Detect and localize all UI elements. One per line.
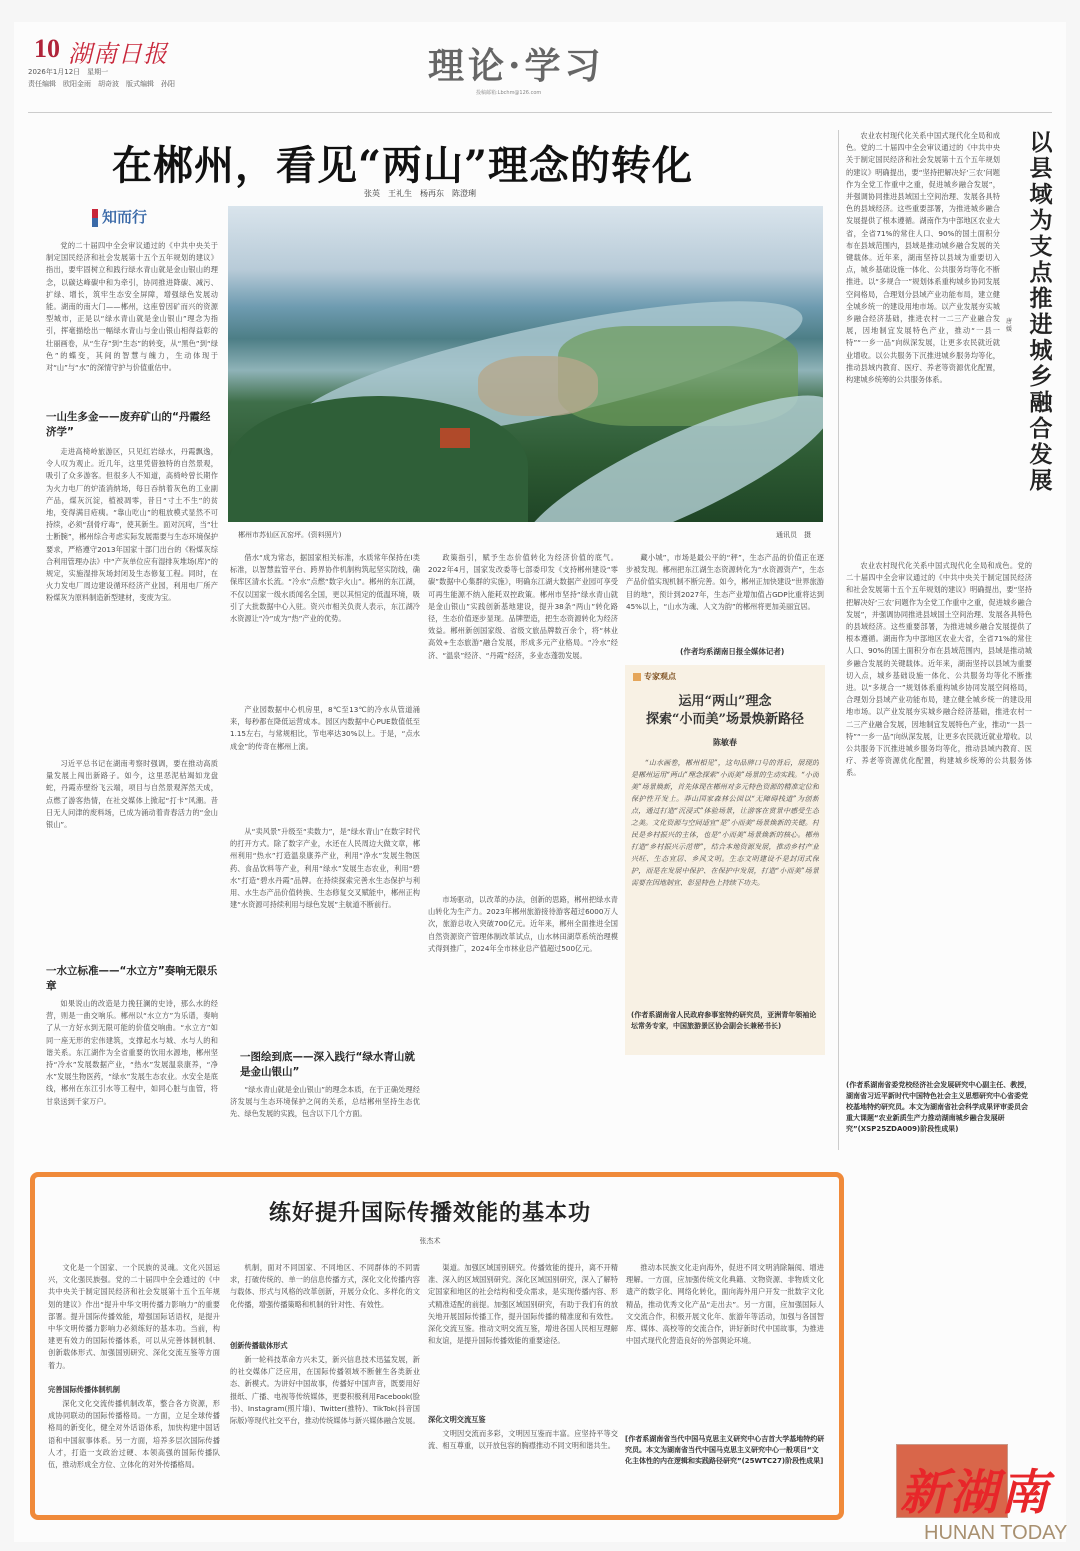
square-icon bbox=[633, 673, 641, 681]
lead-byline: 张英 王礼生 杨再东 陈澄琍 bbox=[364, 189, 476, 198]
lead-col2-low: 从“卖风景”升级至“卖数力”，是“绿水青山”在数字时代的打开方式。除了数字产业，水还在人民周边大做文章，郴州利用“热水”打造温泉康养产业，利用“净水”发展生物医药、食品饮料等产业，利用“绿水”发展生态农业，利用“碧水”打造“碧水丹霞”品牌。在持续探索完善水生态保护与利用、水生态产品价值转换、生态修复交叉赋能中，郴州正构建“水资源可持续利用与绿色发展”主航道不断前行。 bbox=[230, 827, 420, 910]
lead-section-1: 走进高椅岭旅游区，只见红岩绿水，丹霞飘逸，令人叹为观止。近几年，这里凭借独特的自然景观，吸引了众多游客。但很多人不知道，高椅岭曾长期作为火力电厂的炉渣消纳场，每日吞纳着灰色的工业副产品，煤灰沉淀，植被凋零，昔日“寸土不生”的贫地，变得满目疮痍。“靠山吃山”的粗放模式显然不可持续，必须“刮骨疗毒”，使其新生。面对沉疴，当“壮士断腕”，郴州综合考虑实际发展需要与生态环境保护要求，严格遵守2013年国家十部门出台的《粉煤灰综合利用管理办法》中“产灰单位应有湿排灰堆场(库)”的规定，实施湿排灰场封闭及生态修复工程。同时，在火力发电厂周边建设循环经济产业园，利用电厂所产粉煤灰为原料制造新型建材，变废为宝。 bbox=[46, 447, 218, 603]
lead-subhead-2: 一水立标准——“水立方”奏响无限乐章 bbox=[46, 965, 218, 992]
column-tag-label: 知而行 bbox=[102, 208, 148, 226]
lead-section-3: “绿水青山就是金山银山”的理念本质，在于正确处理经济发展与生态环境保护之间的关系，总结郴州坚持生态优先、绿色发展的实践，包含以下几个方面。 bbox=[230, 1085, 420, 1119]
bottom-col4: 推动本民族文化走向海外，促进不同文明消除隔阂、增进理解。一方面，应加强传统文化典籍、文物资源、非物质文化遗产的数字化、网络化转化，面向海外用户开发一批数字文化精品，推动优秀文化产品“走出去”。另一方面，应加强国际人文交流合作，积极开展文化年、旅游年等活动，加强与各国智库、媒体、高校等的交流合作，讲好新时代中国故事，为推进中国式现代化营造良好的外部舆论环境。 bbox=[626, 1263, 824, 1346]
expert-title-line1: 运用“两山”理念 bbox=[678, 694, 772, 709]
bottom-article-title[interactable]: 练好提升国际传播效能的基本功 bbox=[268, 1200, 591, 1226]
date-line: 2026年1月12日 星期一 bbox=[28, 68, 109, 76]
bottom-article-note: [作者系湖南省当代中国马克思主义研究中心吉首大学基地特约研究员。本文为湖南省当代中国马克思主义研究中心一般项目“文化主体性的内在逻辑和实践路径研究”(25WTC27)阶段性成果] bbox=[625, 1435, 825, 1465]
lead-photo[interactable] bbox=[228, 206, 823, 522]
side-article-body: 农业农村现代化关系中国式现代化全局和成色。党的二十届四中全会审议通过的《中共中央关于制定国民经济和社会发展第十五个五年规划的建议》明确提出，要“坚持把解决好‘三农’问题作为全党工作重中之重，促进城乡融合发展”，并强调协同推进县域国土空间治理、发展各具特色的县域经济。这些重要部署，为推进城乡融合发展提供了根本遵循。湖南作为中部地区农业大省，全省71%的常住人口、90%的国土面积分布在县域范围内，县域是推动城乡融合发展的关键载体。近年来，湖南坚持以县域为重要切入点，城乡基础设施一体化、公共服务均等化不断推进。以“多规合一”规划体系重构城乡协同发展空间格局，合理划分县域产业功能布局，建立健全城乡统一的建设用地市场。以产业发展夯实城乡融合经济基础，推进农村一二三产业融合发展，因地制宜发展特色产业，推动“一县一特”“一乡一品”向纵深发展，让更多农民就近就业增收。以公共服务下沉推进城乡服务均等化，推动县域内教育、医疗、养老等资源优化配置，构建城乡统筹的公共服务体系。 bbox=[846, 131, 1000, 385]
lead-col4-top: 藏小城”，市场是最公平的“秤”，生态产品的价值正在逐步被发现。郴州把东江湖生态资源转化为“水资源资产”，生态产品价值实现机制不断完善。如今，郴州正加快建设“世界旅游目的地”，预计到2027年，生态产业增加值占GDP比重将达到45%以上，“山水为魂、人文为韵”的郴州将更加美丽宜居。 bbox=[626, 553, 824, 611]
side-article-author: 唐媛 bbox=[1006, 318, 1013, 333]
lead-subhead-3: 一图绘到底——深入践行“绿水青山就是金山银山” bbox=[240, 1051, 415, 1078]
hunan-today-watermark bbox=[860, 1440, 1080, 1551]
lead-subhead-1: 一山生多金——废弃矿山的“丹霞经济学” bbox=[46, 411, 211, 438]
lead-col3: 政策指引，赋予生态价值转化为经济价值的底气。2022年4月，国家发改委等七部委印发《支持郴州建设“零碳”数据中心集群的实施》，明确东江湖大数据产业园可享受可再生能源不纳入能耗双控政策。郴州市坚持“绿水青山就是金山银山”实践创新基地建设，提升38条“两山”转化路径，生态价值逐步显现。品牌塑造，把生态资源转化为经济效益。郴州新创国家级、省级文旅品牌数百余个，将“林业高效+生态旅游”融合发展，形成多元产业格局。“冷水”经济、“温泉”经济、“丹霞”经济，多业态蓬勃发展。 bbox=[428, 553, 618, 660]
lead-col2-top: 借水“成为常态，据国家相关标准，水质常年保持在Ⅰ类标准，以智慧监管平台、跨界协作机制构筑起坚实防线，确保库区清水长流。“冷水”点燃“数字火山”。郴州的东江湖，不仅以国家一级水质闻名全国，更以其恒定的低温环境，吸引了大批数据中心入驻。资兴市相关负责人表示，东江湖冷水资源让“冷”成为“热”产业的优势。 bbox=[230, 553, 420, 624]
photo-credit: 通讯员 摄 bbox=[776, 531, 811, 539]
section-email: 投稿邮箱:Lbchm@126.com bbox=[476, 90, 542, 96]
expert-title-line2: 探索“小而美”场景焕新路径 bbox=[646, 712, 804, 727]
bottom-col3b: 文明因交流而多彩，文明因互鉴而丰富。应坚持平等交流、相互尊重，以开放包容的胸襟推动不同文明和谐共生。 bbox=[428, 1429, 618, 1451]
photo-village bbox=[478, 356, 598, 416]
expert-note: (作者系湖南省人民政府参事室特约研究员，亚洲青年领袖论坛常务专家，中国旅游景区协会副会长兼秘书长) bbox=[631, 1011, 817, 1030]
column-tag bbox=[92, 206, 147, 227]
lead-section-1b: 习近平总书记在湖南考察时强调，要在推动高质量发展上闯出新路子。如今，这里恶泥枯竭如龙盘蛇，丹霞赤壁纷飞云端，项目与自然景观浑然天成，点燃了游客热情，在社交媒体上掀起“打卡”风潮。昔日无人问津的废料场，已成为涌动着青春活力的“金山银山”。 bbox=[46, 759, 218, 830]
expert-title[interactable] bbox=[625, 693, 825, 729]
photo-caption: 郴州市苏仙区瓦窑坪。(资料照片) bbox=[238, 531, 342, 539]
lead-col2-mid: 产业园数据中心机房里，8℃至13℃的冷水从管道涌来，每秒都在降低运营成本。园区内数据中心PUE数值低至1.15左右，与常规相比，节电率达30%以上。于是，“点水成金”的传奇在郴州上演。 bbox=[230, 705, 420, 751]
bottom-col3: 渠道。加强区域国别研究。传播效能的提升，离不开精准、深入的区域国别研究。深化区域国别研究，深入了解特定国家和地区的社会结构和受众需求，是实现传播内容、形式精准适配的前提。加强区域国别研究，有助于我们有的放矢地开展国际传播工作，提升国际传播的精准度和有效性。深化交流互鉴。推动文明交流互鉴，增进各国人民相互理解和友谊，是提升国际传播效能的重要途径。 bbox=[428, 1263, 618, 1346]
column-divider bbox=[838, 130, 839, 1150]
bottom-subhead-2: 创新传播载体形式 bbox=[230, 1341, 288, 1350]
expert-author: 陈敏春 bbox=[713, 738, 737, 747]
bottom-col2: 机制，面对不同国家、不同地区、不同群体的不同需求，打破传统的、单一的信息传播方式，深化文化传播内容与载体、形式与风格的改革创新，开展分众化、多样化的文化传播，增强传播策略和机制的针对性、有效性。 bbox=[230, 1263, 420, 1309]
section-title: 理论·学习 bbox=[428, 45, 605, 87]
lead-intro: 党的二十届四中全会审议通过的《中共中央关于制定国民经济和社会发展第十五个五年规划的建议》指出，要牢固树立和践行绿水青山就是金山银山的理念，以碳达峰碳中和为牵引，协同推进降碳、减污、扩绿、增长，筑牢生态安全屏障，增强绿色发展动能。湖南的南大门——郴州，这座曾因矿而兴的资源型城市，正是以“绿水青山就是金山银山”理念为指引，挥毫描绘出一幅绿水青山与金山银山相得益彰的壮丽画卷，从“生存”到“生态”的转变，从“黑色”到“绿色”的蝶变，其间的智慧与魄力，生动体现于对“山”与“水”的深情守护与价值重估中。 bbox=[46, 241, 218, 373]
lead-col3b: 市场驱动，以改革的办法，创新的思路，郴州把绿水青山转化为生产力。2023年郴州旅游接待游客超过6000万人次，旅游总收入突破700亿元。近年来，郴州全面推进全国自然资源资产管理体制改革试点，山水林田湖草系统治理模式得到推广，2024年全市林业总产值超过500亿元。 bbox=[428, 895, 618, 953]
editors-line: 责任编辑 欧阳金雨 胡奇波 版式编辑 孙阳 bbox=[28, 80, 175, 88]
bottom-subhead-3: 深化文明交流互鉴 bbox=[428, 1415, 486, 1424]
side-article-title[interactable]: 以县域为支点推进城乡融合发展 bbox=[1029, 129, 1053, 494]
lead-headline[interactable]: 在郴州，看见“两山”理念的转化 bbox=[112, 142, 694, 189]
expert-tag-label: 专家观点 bbox=[644, 672, 676, 681]
bottom-article-author: 张杰术 bbox=[419, 1237, 441, 1245]
column-tag-icon bbox=[92, 209, 98, 227]
watermark-english: HUNAN TODAY bbox=[924, 1522, 1068, 1544]
header-divider bbox=[28, 112, 1052, 113]
expert-tag bbox=[633, 671, 676, 682]
expert-box bbox=[625, 665, 825, 1055]
bottom-subhead-1: 完善国际传播体制机制 bbox=[48, 1385, 120, 1394]
bottom-col1b: 深化文化交流传播机制改革，整合各方资源，形成协同联动的国际传播格局。一方面，立足全球传播格局的新变化，健全对外话语体系，加快构建中国话语和中国叙事体系。另一方面，培养多层次国际传播人才，打造一支政治过硬、本领高强的国际传播队伍，推动形成全方位、立体化的对外传播格局。 bbox=[48, 1399, 220, 1470]
side-article-body-lower: 农业农村现代化关系中国式现代化全局和成色。党的二十届四中全会审议通过的《中共中央关于制定国民经济和社会发展第十五个五年规划的建议》明确提出，要“坚持把解决好‘三农’问题作为全党工作重中之重，促进城乡融合发展”，并强调协同推进县域国土空间治理、发展各具特色的县域经济。这些重要部署，为推进城乡融合发展提供了根本遵循。湖南作为中部地区农业大省，全省71%的常住人口、90%的国土面积分布在县域范围内，县域是推动城乡融合发展的关键载体。近年来，湖南坚持以县域为重要切入点，城乡基础设施一体化、公共服务均等化不断推进。以“多规合一”规划体系重构城乡协同发展空间格局，合理划分县域产业功能布局，建立健全城乡统一的建设用地市场。以产业发展夯实城乡融合经济基础，推进农村一二三产业融合发展，因地制宜发展特色产业，推动“一县一特”“一乡一品”向纵深发展，让更多农民就近就业增收。以公共服务下沉推进城乡服务均等化，推动县域内教育、医疗、养老等资源优化配置，构建城乡统筹的公共服务体系。 bbox=[846, 561, 1032, 778]
expert-body: “山水画卷，郴州相见”，这句品牌口号的背后，展现的是郴州运用“两山”理念探索“小而美”场景的生动实践。“小而美”场景焕新，首先体现在郴州对多元特色资源的精准定位和保护性开发上。莽山国家森林公园以“无障碍栈道”为创新点，通过打造“沉浸式”体验场景，让游客在赏景中感受生态之美。文化资源与空间适宜“是”小而美“场景焕新的关键。村民是乡村振兴的主体，也是“小而美”场景焕新的核心。郴州打造“乡村振兴示范带”，结合本地资源发展，推动乡村产业兴旺、生态宜居、乡风文明。生态文明建设不是封闭式保护，而是在发展中保护、在保护中发展，打造“小而美”场景需要在因地制宜、彰显特色上持续下功夫。 bbox=[631, 759, 819, 887]
photo-pavilion bbox=[440, 428, 470, 448]
bottom-col2b: 新一轮科技革命方兴未艾，新兴信息技术迅猛发展，新的社交媒体广泛应用，在国际传播领域不断催生各类新业态、新模式。为讲好中国故事，传播好中国声音，既要用好报纸、广播、电视等传统媒体，更要积极利用Facebook(脸书)、Instagram(照片墙)、Twitter(推特)、TikTok(抖音国际版)等现代社交平台，推动传统媒体与新兴媒体融合发展。 bbox=[230, 1355, 420, 1426]
masthead-meta bbox=[28, 66, 175, 90]
watermark-logo: 新湖南 bbox=[900, 1465, 1051, 1521]
lead-signoff: (作者均系湖南日报全媒体记者) bbox=[680, 647, 785, 656]
bottom-col1: 文化是一个国家、一个民族的灵魂。文化兴国运兴，文化强民族强。党的二十届四中全会通过的《中共中央关于制定国民经济和社会发展第十五个五年规划的建议》作出“提升中华文明传播力影响力”的重要部署。提升国际传播效能，增强国际话语权，是提升中华文明传播力影响力必须练好的基本功。当前，构建更有效力的国际传播体系，可以从完善体制机制、创新载体形式、加强国别研究、深化交流互鉴等方面着力。 bbox=[48, 1263, 220, 1370]
newspaper-logo: 湖南日报 bbox=[68, 40, 168, 68]
page-number: 10 bbox=[34, 34, 60, 63]
side-article-note: (作者系湖南省委党校经济社会发展研究中心副主任、教授，湖南省习近平新时代中国特色社会主义思想研究中心省委党校基地特约研究员。本文为湖南省社会科学成果评审委员会重大课题“农业新质生产力推动湖南城乡融合发展研究”(XSP25ZDA009)阶段性成果) bbox=[846, 1081, 1032, 1133]
lead-section-2: 如果说山的改造是力挽狂澜的史诗，那么水的经营，则是一曲交响乐。郴州以“水立方”为乐谱，奏响了从一方好水到无限可能的价值交响曲。“水立方”如同一座无形的宏伟建筑，支撑起水与城、水与人的和谐关系。东江湖作为全省重要的饮用水源地，郴州坚持“冷水”发展数据产业，“热水”发展温泉康养，“净水”发展生物医药，“绿水”发展生态农业。水安全是底线，郴州在东江引水等工程中，如同心脏与血管，将甘泉送到千家万户。 bbox=[46, 999, 218, 1106]
